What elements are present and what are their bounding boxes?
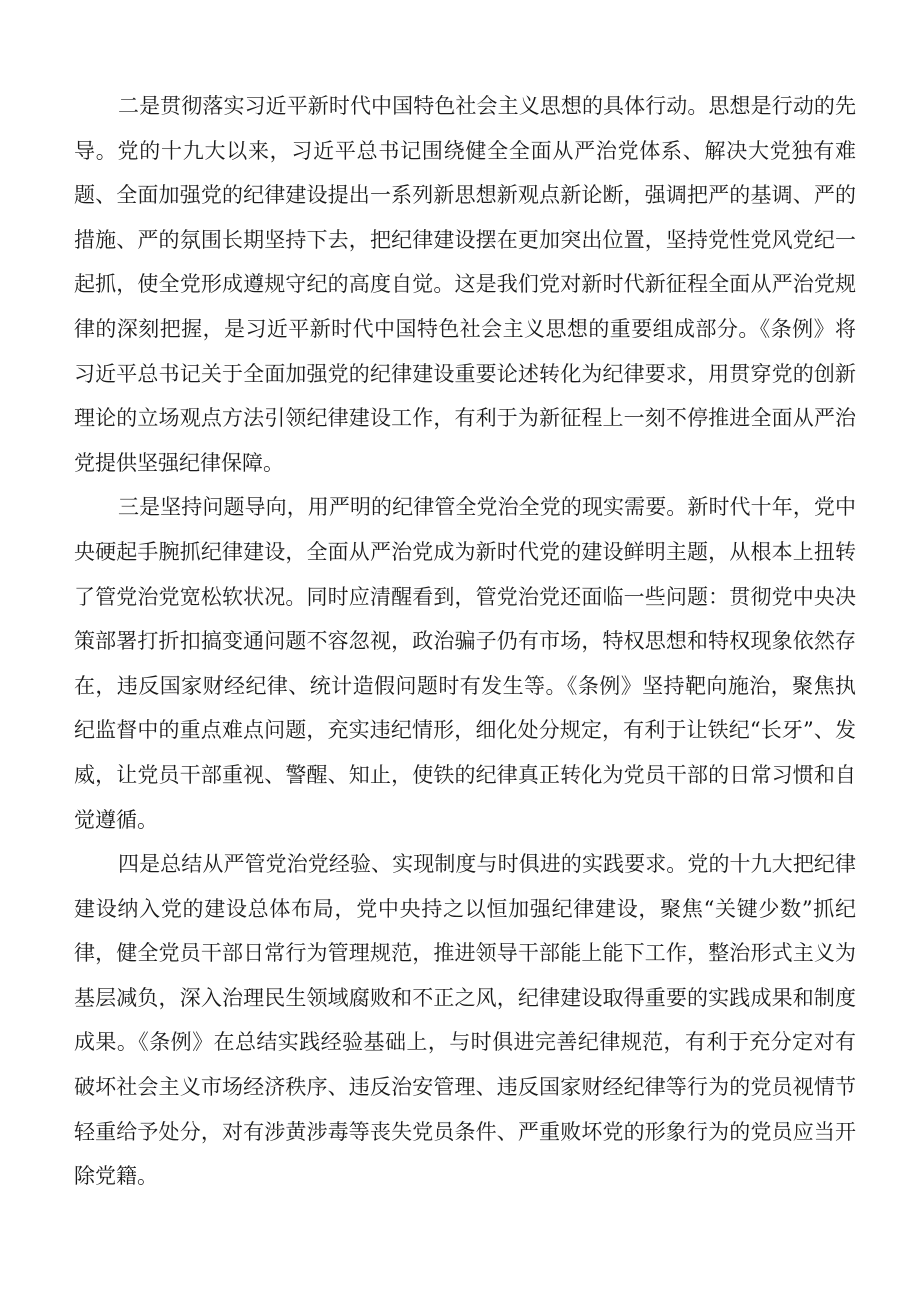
paragraph-3: 三是坚持问题导向，用严明的纪律管全党治全党的现实需要。新时代十年，党中央硬起手腕抓纪律建设，全面从严治党成为新时代党的建设鲜明主题，从根本上扭转了管党治党宽松软状况。同时应清醒看到，管党治党还面临一些问题：贯彻党中央决策部署打折扣搞变通问题不容忽视，政治骗子仍有市场，特权思想和特权现象依然存在，违反国家财经纪律、统计造假问题时有发生等。《条例》坚持靶向施治，聚焦执纪监督中的重点难点问题，充实违纪情形，细化处分规定，有利于让铁纪“长牙”、发威，让党员干部重视、警醒、知止，使铁的纪律真正转化为党员干部的日常习惯和自觉遵循。 <box>74 495 856 832</box>
paragraph-4: 四是总结从严管党治党经验、实现制度与时俱进的实践要求。党的十九大把纪律建设纳入党的建设总体布局，党中央持之以恒加强纪律建设，聚焦“关键少数”抓纪律，健全党员干部日常行为管理规范，推进领导干部能上能下工作，整治形式主义为基层减负，深入治理民生领域腐败和不正之风，纪律建设取得重要的实践成果和制度成果。《条例》在总结实践经验基础上，与时俱进完善纪律规范，有利于充分定对有破坏社会主义市场经济秩序、违反治安管理、违反国家财经纪律等行为的党员视情节轻重给予处分，对有涉黄涉毒等丧失党员条件、严重败坏党的形象行为的党员应当开除党籍。 <box>74 852 856 1189</box>
paragraph-2: 二是贯彻落实习近平新时代中国特色社会主义思想的具体行动。思想是行动的先导。党的十九大以来，习近平总书记围绕健全全面从严治党体系、解决大党独有难题、全面加强党的纪律建设提出一系列新思想新观点新论断，强调把严的基调、严的措施、严的氛围长期坚持下去，把纪律建设摆在更加突出位置，坚持党性党风党纪一起抓，使全党形成遵规守纪的高度自觉。这是我们党对新时代新征程全面从严治党规律的深刻把握，是习近平新时代中国特色社会主义思想的重要组成部分。《条例》将习近平总书记关于全面加强党的纪律建设重要论述转化为纪律要求，用贯穿党的创新理论的立场观点方法引领纪律建设工作，有利于为新征程上一刻不停推进全面从严治党提供坚强纪律保障。 <box>74 94 856 475</box>
document-body <box>74 84 856 1199</box>
